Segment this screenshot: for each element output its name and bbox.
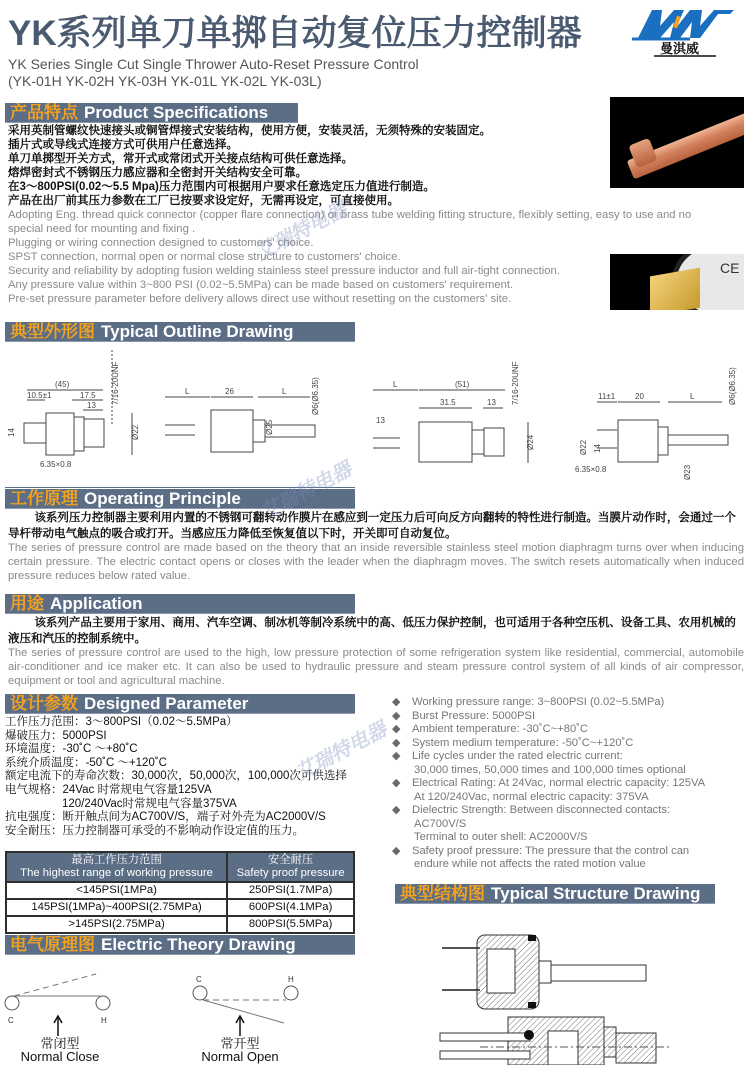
normal-open-diagram <box>193 975 298 1036</box>
svg-text:Ø6(Ø6.35): Ø6(Ø6.35) <box>728 367 737 405</box>
spec-cn-item: 熔焊密封式不锈钢压力感应器和全密封开关结构安全可靠。 <box>8 166 307 179</box>
param-cn-item: 120/240Vac时常规电气容量375VA <box>62 797 237 810</box>
outline-drawing-1 <box>7 350 140 469</box>
normal-close-label: 常闭型 Normal Close <box>20 1036 100 1064</box>
outline-drawing-2 <box>165 377 320 452</box>
outline-drawing-3 <box>373 361 535 463</box>
section-title-en: Application <box>50 594 143 613</box>
param-cn-item: 额定电流下的寿命次数：30,000次，50,000次，100,000次可供选择 <box>5 770 347 783</box>
spec-en-item: Any pressure value within 3~800 PSI (0.02~5.5MPa) can be made based on customers' requirement. <box>8 279 514 291</box>
svg-text:L: L <box>185 387 190 396</box>
svg-text:(45): (45) <box>55 380 70 389</box>
parameters-en <box>392 696 742 872</box>
param-cn-item: 爆破压力：5000PSI <box>5 729 107 742</box>
parameters-cn <box>5 716 375 838</box>
section-title-en: Operating Principle <box>84 489 241 508</box>
table-header: 最高工作压力范围 The highest range of working pressure <box>6 852 227 882</box>
principle-cn: 该系列压力控制器主要利用内置的不锈钢可翻转动作膜片在感应到一定压力后可向反方向翻转的特性进行制造。当膜片动作时，会通过一个导杆带动电气触点的吸合或打开。当感应压力降低至恢复值以下时，开关即可自动复位。 <box>8 512 736 540</box>
section-title-en: Electric Theory Drawing <box>101 935 296 954</box>
structure-top <box>442 935 646 1009</box>
product-specs-cn <box>8 125 608 208</box>
spec-cn-item: 产品在出厂前其压力参数在工厂已按要求设定好，无需再设定，可直接使用。 <box>8 194 399 207</box>
structure-drawing <box>380 905 750 1065</box>
section-title-en: Designed Parameter <box>84 694 249 713</box>
spec-cn-item: 采用英制管螺纹快速接头或铜管焊接式安装结构，使用方便，安装灵活，无须特殊的安装固定。 <box>8 125 491 137</box>
spec-cn-item: 在3～800PSI(0.02～5.5 Mpa)压力范围内可根据用户要求任意选定压力值进行制造。 <box>8 180 435 193</box>
pressure-table <box>5 851 355 934</box>
normal-close-diagram <box>5 974 110 1036</box>
svg-text:Ø22: Ø22 <box>579 439 588 455</box>
param-en-item: ◆ Dielectric Strength: Between disconnected contacts: AC700V/S Terminal to outer shell: AC2000V/S <box>392 804 742 845</box>
svg-text:31.5: 31.5 <box>440 398 456 407</box>
param-cn-item: 环境温度：-30˚C ～+80˚C <box>5 743 138 756</box>
svg-text:17.5: 17.5 <box>80 391 96 400</box>
param-en-item: ◆ Working pressure range: 3~800PSI (0.02~5.5MPa) <box>392 696 742 710</box>
param-cn-item: 抗电强度：断开触点间为AC700V/S，端子对外壳为AC2000V/S <box>5 811 326 824</box>
section-header-outline <box>5 322 355 342</box>
section-header-product <box>5 103 298 123</box>
watermark: 艾瑞特电器 <box>291 718 391 785</box>
svg-text:11±1: 11±1 <box>598 392 616 401</box>
spec-en-item: Pre-set pressure parameter before delivery allows direct use without resetting on the customers' site. <box>8 293 512 305</box>
param-cn-item: 工作压力范围：3～800PSI（0.02～5.5MPa） <box>5 716 238 728</box>
section-title-en: Product Specifications <box>84 103 269 122</box>
svg-text:L: L <box>393 380 398 389</box>
section-title-en: Typical Structure Drawing <box>491 884 701 903</box>
svg-text:Ø24: Ø24 <box>526 434 535 450</box>
spec-cn-item: 单刀单掷型开关方式，常开式或常闭式开关接点结构可供任意选择。 <box>8 152 353 165</box>
svg-text:L: L <box>282 387 287 396</box>
param-cn-item: 电气规格：24Vac 时常规电气容量125VA <box>5 783 212 796</box>
brand-logo <box>630 6 740 58</box>
svg-text:L: L <box>690 392 695 401</box>
param-cn-item: 系统介质温度：-50˚C ～+120˚C <box>5 756 167 769</box>
svg-text:Ø22: Ø22 <box>131 424 140 440</box>
svg-text:7/16-20UNF: 7/16-20UNF <box>111 361 120 405</box>
param-en-item: ◆ Burst Pressure: 5000PSI <box>392 710 742 724</box>
table-row: >145PSI(2.75MPa) 800PSI(5.5MPa) <box>6 916 354 933</box>
svg-text:曼淇威: 曼淇威 <box>660 41 700 56</box>
svg-text:26: 26 <box>225 387 234 396</box>
svg-text:13: 13 <box>487 398 496 407</box>
section-title-cn: 电气原理图 <box>10 935 95 954</box>
copper-tube-photo <box>610 97 744 188</box>
spec-en-item: Security and reliability by adopting fusion welding stainless steel pressure inductor and full air-tight connection. <box>8 265 560 277</box>
svg-text:7/16-20UNF: 7/16-20UNF <box>511 361 520 405</box>
section-title-cn: 用途 <box>10 594 44 613</box>
section-header-structure <box>395 884 715 904</box>
subtitle-en: YK Series Single Cut Single Thrower Auto-Reset Pressure Control <box>8 56 419 72</box>
svg-text:6.35×0.8: 6.35×0.8 <box>40 460 72 469</box>
param-cn-item: 安全耐压：压力控制器可承受的不影响动作设定值的压力。 <box>5 824 304 837</box>
watermark: 艾瑞特电器 <box>251 198 351 265</box>
table-row: 145PSI(1MPa)~400PSI(2.75MPa) 600PSI(4.1MPa) <box>6 899 354 916</box>
pressure-control-photo: CE <box>610 254 744 310</box>
watermark: 艾瑞特电器 <box>256 458 356 525</box>
table-row: <145PSI(1MPa) 250PSI(1.7MPa) <box>6 882 354 899</box>
section-title-en: Typical Outline Drawing <box>101 322 294 341</box>
svg-text:H: H <box>288 975 294 984</box>
param-en-item: ◆ Ambient temperature: -30˚C~+80˚C <box>392 723 742 737</box>
structure-bottom <box>440 1017 670 1065</box>
section-title-cn: 产品特点 <box>10 103 78 122</box>
application-cn: 该系列产品主要用于家用、商用、汽车空调、制冰机等制冷系统中的高、低压力保护控制，也可适用于各种空压机、设备工具、农用机械的液压和汽压的控制系统中。 <box>8 617 736 645</box>
param-en-item: ◆ Electrical Rating: At 24Vac, normal electric capacity: 125VA At 120/240Vac, normal electric capacity: 375VA <box>392 777 742 804</box>
svg-text:14: 14 <box>7 428 16 437</box>
svg-text:Ø25: Ø25 <box>265 419 274 435</box>
svg-text:10.5±1: 10.5±1 <box>27 391 52 400</box>
section-title-cn: 工作原理 <box>10 489 78 508</box>
svg-text:C: C <box>8 1016 14 1025</box>
svg-text:6.35×0.8: 6.35×0.8 <box>575 465 607 474</box>
svg-text:14: 14 <box>593 444 602 453</box>
page-subtitle <box>8 56 419 90</box>
section-title-cn: 设计参数 <box>10 694 78 713</box>
svg-text:H: H <box>101 1016 107 1025</box>
application-en: The series of pressure control are used to the high, low pressure protection of some refrigeration system like residential, commercial, automobile air-conditioner and ice maker etc. It can also be used to hydraulic pressure and steam pressure control system of all kinds of air compressor, equipment or tool and agricultural machine. <box>8 647 744 687</box>
outline-drawings <box>0 345 750 485</box>
section-header-application <box>5 594 355 614</box>
normal-open-label: 常开型 Normal Open <box>201 1036 279 1064</box>
section-title-cn: 典型外形图 <box>10 322 95 341</box>
svg-text:C: C <box>196 975 202 984</box>
section-header-parameter <box>5 694 355 714</box>
model-list: (YK-01H YK-02H YK-03H YK-01L YK-02L YK-03L) <box>8 73 322 89</box>
param-en-item: ◆ Safety proof pressure: The pressure that the control can endure while not affects the rated motion value <box>392 845 742 872</box>
spec-en-item: Plugging or wiring connection designed to customers' choice. <box>8 237 314 249</box>
mw-logo-icon <box>630 6 740 58</box>
section-title-cn: 典型结构图 <box>400 884 485 903</box>
svg-text:13: 13 <box>376 416 385 425</box>
outline-drawing-4 <box>575 367 737 480</box>
principle-en: The series of pressure control are made based on the theory that an inside reversible stainless steel motion diaphragm turns over when inducing certain pressure. The electric contact opens or closes with the leader when the diaphragm moves. The switch resets automatically when induced pressure reduces below rated value. <box>8 542 744 582</box>
spec-cn-item: 插片式或导线式连接方式可供用户任意选择。 <box>8 138 238 151</box>
page-title: YK系列单刀单掷自动复位压力控制器 <box>8 14 582 53</box>
param-en-item: ◆ Life cycles under the rated electric current: 30,000 times, 50,000 times and 100,000 times optional <box>392 750 742 777</box>
section-header-electric <box>5 935 355 955</box>
spec-en-item: Adopting Eng. thread quick connector (copper flare connection) or brass tube welding fitting structure, flexibly setting, easy to use and no special need for mounting and fixing . <box>8 209 692 235</box>
param-en-item: ◆ System medium temperature: -50˚C~+120˚C <box>392 737 742 751</box>
svg-text:13: 13 <box>87 401 96 410</box>
table-header: 安全耐压 Safety proof pressure <box>227 852 354 882</box>
svg-text:Ø23: Ø23 <box>683 464 692 480</box>
svg-text:(51): (51) <box>455 380 470 389</box>
spec-en-item: SPST connection, normal open or normal close structure to customers' choice. <box>8 251 401 263</box>
svg-text:20: 20 <box>635 392 644 401</box>
svg-text:Ø6(Ø6.35): Ø6(Ø6.35) <box>311 377 320 415</box>
